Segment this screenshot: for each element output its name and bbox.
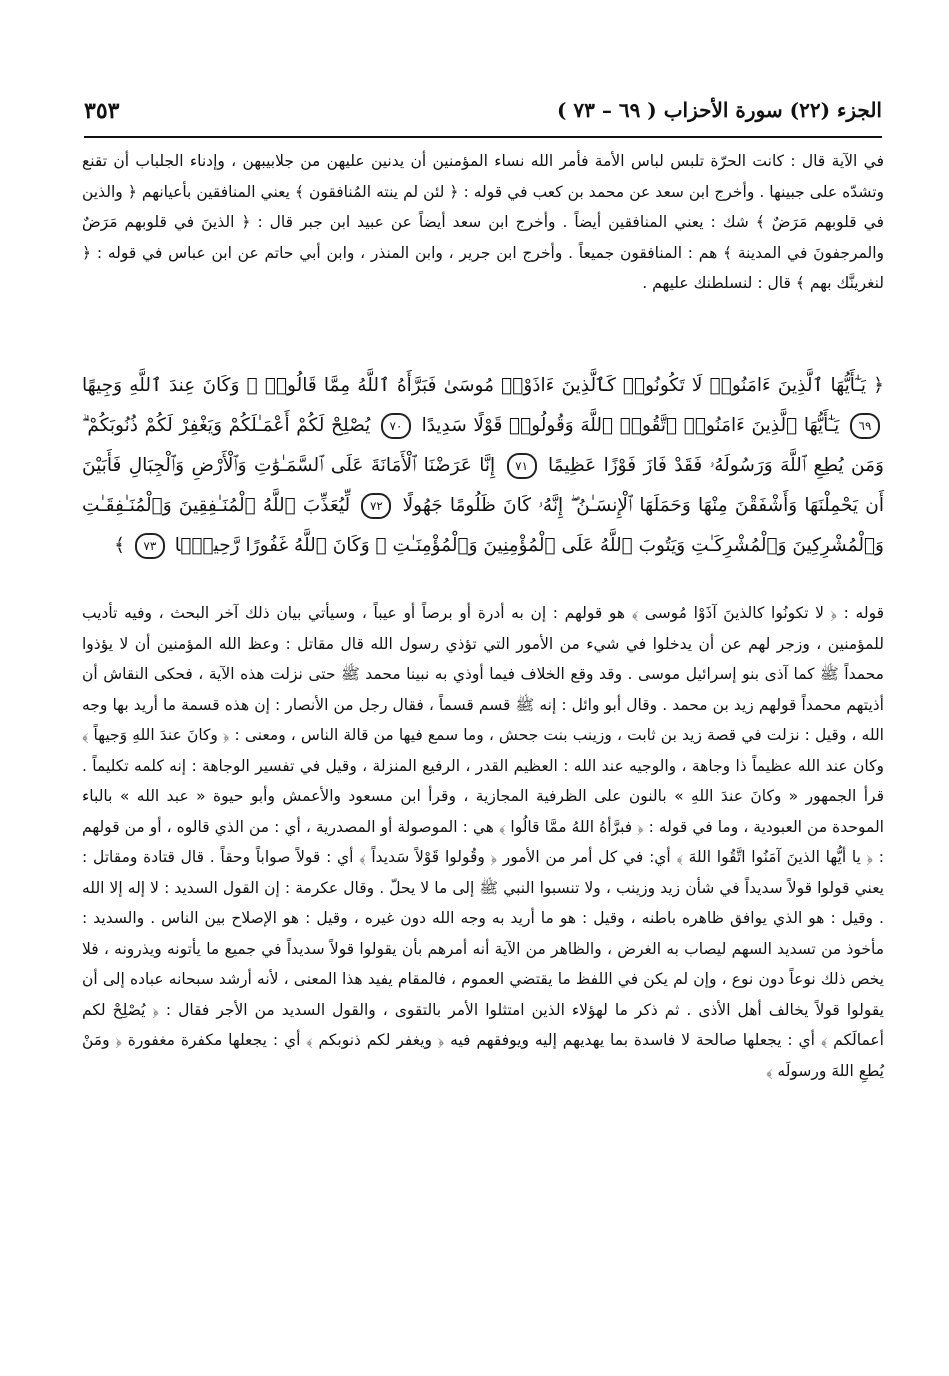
header-rule	[84, 136, 882, 138]
header-title: الجزء (٢٢) سورة الأحزاب ( ٦٩ – ٧٣ )	[556, 98, 882, 122]
verse-number-71: ٧١	[507, 453, 537, 479]
verse-number-70: ٧٠	[381, 413, 411, 439]
commentary-paragraph: قوله : ﴿ لا تكونُوا كالذينَ آذَوْا مُوسى ﴾ هو قولهم : إن به أدرة أو برصاً أو عيباً ، وسيأتي بيان ذلك آخر البحث ، وفيه تأديب للمؤمنين ، وزجر لهم عن أن يدخلوا في شيء من الأمور التي تؤذي رسول الله قال مقاتل : وعظ الله المؤمنين أن لا يؤذوا محمداً ﷺ كما آذى بنو إسرائيل موسى . وقد وقع الخلاف فيما أوذي به نبينا محمد ﷺ حتى نزلت هذه الآية ، فحكى النقاش أن أذيتهم محمداً قولهم زيد بن محمد . وقال أبو وائل : إنه ﷺ قسم قسماً ، فقال رجل من الأنصار : إن هذه قسمة ما أريد بها وجه الله ، وقيل : نزلت في قصة زيد بن ثابت ، وزينب بنت جحش ، وما سمع فيها من قالة الناس ، ومعنى : ﴿ وكانَ عندَ اللهِ وَجيهاً ﴾ وكان عند الله عظيماً ذا وجاهة ، والوجيه عند الله : العظيم القدر ، الرفيع المنزلة ، وقيل في تفسير الوجاهة : إنه كلمه تكليماً . قرأ الجمهور « وكانَ عندَ اللهِ » بالنون على الظرفية المجازية ، وقرأ ابن مسعود والأعمش وأبو حيوة « عبد الله » بالباء الموحدة من العبودية ، وما في قوله : ﴿ فبرَّأهُ اللهُ ممَّا قالُوا ﴾ هي : الموصولة أو المصدرية ، أي : من الذي قالوه ، أو من قولهم : ﴿ يا أيُّها الذينَ آمَنُوا اتَّقُوا اللهَ ﴾ أي: في كل أمر من الأمور ﴿ وقُولوا قَوْلاً سَديداً ﴾ أي : قولاً صواباً وحقاً . قال قتادة ومقاتل : يعني قولوا قولاً سديداً في شأن زيد وزينب ، ولا تنسبوا النبي ﷺ إلى ما لا يحلّ . وقال عكرمة : إن القول السديد : لا إله إلا الله . وقيل : هو الذي يوافق ظاهره باطنه ، وقيل : هو ما أريد به وجه الله دون غيره ، وقيل : هو الإصلاح بين الناس . والسديد : مأخوذ من تسديد السهم ليصاب به الغرض ، والظاهر من الآية أنه أمرهم بأن يقولوا قولاً سديداً في جميع ما يأتونه ويذرونه ، فلا يخص ذلك نوعاً دون نوع ، وإن لم يكن في اللفظ ما يقتضي العموم ، فالمقام يفيد هذا المعنى ، لأنه أرشد سبحانه عباده إلى أن يقولوا قولاً يخالف أهل الأذى . ثم ذكر ما لهؤلاء الذين امتثلوا الأمر بالتقوى ، والقول السديد من الأجر فقال : ﴿ يُصْلِحْ لكم أعمالَكم ﴾ أي : يجعلها صالحة لا فاسدة بما يهديهم إليه ويوفقهم فيه ﴿ ويغفر لكم ذنوبكم ﴾ أي : يجعلها مكفرة مغفورة ﴿ ومَنْ يُطعِ اللهَ ورسولَه ﴾	[82, 604, 884, 1080]
verse-70-text: يَـٰٓأَيُّهَا ٱلَّذِينَ ءَامَنُوا۟ ٱتَّقُوا۟ ٱللَّهَ وَقُولُوا۟ قَوْلًا سَدِيدًا	[421, 415, 840, 436]
verse-number-69: ٦٩	[850, 413, 880, 439]
verse-71-text: يُصْلِحْ لَكُمْ أَعْمَـٰلَكُمْ وَيَغْفِرْ لَكُمْ ذُنُوبَكُمْ ۗ وَمَن يُطِعِ ٱللَّهَ وَرَسُولَهُۥ فَقَدْ فَازَ فَوْزًا عَظِيمًا	[82, 415, 884, 476]
verse-72-text: إِنَّا عَرَضْنَا ٱلْأَمَانَةَ عَلَى ٱلسَّمَـٰوَٰتِ وَٱلْأَرْضِ وَٱلْجِبَالِ فَأَبَيْنَ أَن يَحْمِلْنَهَا وَأَشْفَقْنَ مِنْهَا وَحَمَلَهَا ٱلْإِنسَـٰنُ ۖ إِنَّهُۥ كَانَ ظَلُومًا جَهُولًا	[82, 455, 885, 516]
verse-number-72: ٧٢	[361, 493, 391, 519]
verse-73-text: لِّيُعَذِّبَ ٱللَّهُ ٱلْمُنَـٰفِقِينَ وَٱلْمُنَـٰفِقَـٰتِ وَٱلْمُشْرِكِينَ وَٱلْمُشْرِكَـٰتِ وَيَتُوبَ ٱللَّهُ عَلَى ٱلْمُؤْمِنِينَ وَٱلْمُؤْمِنَـٰتِ ۗ وَكَانَ ٱللَّهُ غَفُورًا رَّحِيمًۢا	[82, 495, 884, 556]
page-number: ٣٥٣	[84, 98, 120, 124]
verse-number-73: ٧٣	[135, 533, 165, 559]
quran-closing-bracket: ﴾	[114, 535, 125, 556]
verse-69-text: ﴿ يَـٰٓأَيُّهَا ٱلَّذِينَ ءَامَنُوا۟ لَا تَكُونُوا۟ كَٱلَّذِينَ ءَاذَوْا۟ مُوسَىٰ فَبَرَّأَهُ ٱللَّهُ مِمَّا قَالُوا۟ ۚ وَكَانَ عِندَ ٱللَّهِ وَجِيهًا	[82, 375, 884, 396]
top-paragraph: في الآية قال : كانت الحرّة تلبس لباس الأمة فأمر الله نساء المؤمنين أن يدنين عليهن من جلابيبهن ، وإدناء الجلباب أن تقنع وتشدّه على جبينها . وأخرج ابن سعد عن محمد بن كعب في قوله : ﴿ لئن لم ينته المُنافقون ﴾ يعني المنافقين بأعيانهم ﴿ والذين في قلوبهم مَرَضٌ ﴾ شك : يعني المنافقين أيضاً . وأخرج ابن سعد أيضاً عن عبيد ابن جبر قال : ﴿ الذينَ في قلوبهم مَرَضٌ والمرجفونَ في المدينة ﴾ هم : المنافقون جميعاً . وأخرج ابن جرير ، وابن المنذر ، وابن أبي حاتم عن ابن عباس في قوله : ﴿ لنغرينَّك بهم ﴾ قال : لنسلطنك عليهم .	[82, 152, 884, 292]
running-header	[84, 92, 882, 138]
quran-verses-block	[82, 366, 884, 566]
